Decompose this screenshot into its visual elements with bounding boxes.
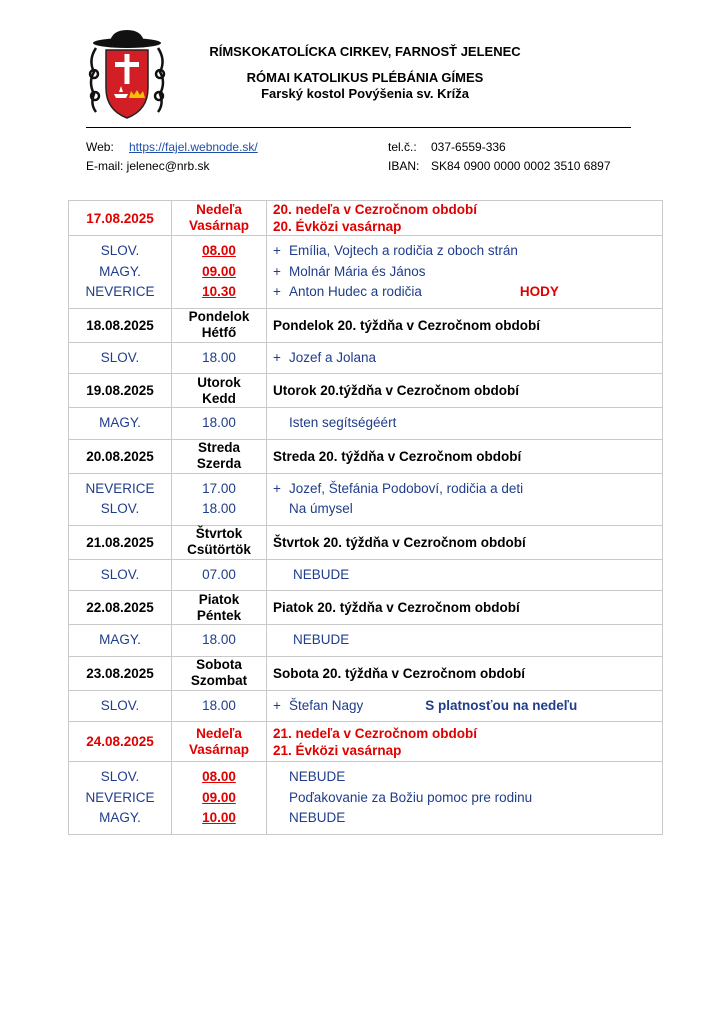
language: SLOV. [100, 243, 140, 258]
day-name-cell [172, 656, 267, 690]
intention-cell [267, 625, 663, 657]
mass-intention: Isten segítségéért [289, 415, 397, 430]
header-line-1: RÍMSKOKATOLÍCKA CIRKEV, FARNOSŤ JELENEC [209, 44, 521, 59]
intention-cell [267, 762, 663, 835]
mass-time: 08.00 [202, 243, 236, 258]
time-cell [172, 473, 267, 525]
day-header-row [69, 374, 663, 408]
mass-time: 18.00 [172, 690, 267, 722]
date-cell: 18.08.2025 [69, 308, 172, 342]
mass-time: 18.00 [172, 408, 267, 440]
language: MAGY. [69, 408, 172, 440]
day-header-row [69, 439, 663, 473]
plus-sign: + [273, 480, 281, 496]
mass-schedule-table [68, 200, 663, 835]
liturgy-title-hu: 21. Évközi vasárnap [273, 742, 402, 758]
intention-cell [267, 236, 663, 309]
day-name-cell [172, 591, 267, 625]
day-header-row [69, 722, 663, 762]
day-name-sk: Utorok [197, 374, 241, 390]
plus-sign: + [273, 349, 281, 365]
date-cell: 17.08.2025 [69, 201, 172, 236]
language: NEVERICE [85, 284, 155, 299]
day-name-hu: Vasárnap [188, 741, 250, 757]
day-name-sk: Sobota [196, 657, 242, 672]
day-name-sk: Pondelok [188, 309, 250, 324]
iban-value: SK84 0900 0000 0002 3510 6897 [431, 159, 611, 173]
liturgy-title-sk: 20. nedeľa v Cezročnom období [273, 202, 477, 217]
day-header-row [69, 201, 663, 236]
feast-note: HODY [519, 284, 559, 299]
mass-intention: Emília, Vojtech a rodičia z oboch strán [289, 243, 518, 258]
mass-row [69, 236, 663, 309]
liturgy-title-cell [267, 722, 663, 762]
mass-intention: Štefan Nagy [289, 697, 364, 713]
time-cell [172, 236, 267, 309]
language: MAGY. [99, 263, 141, 279]
language: SLOV. [100, 769, 140, 784]
intention-cell [267, 342, 663, 374]
date-cell: 20.08.2025 [69, 439, 172, 473]
mass-row [69, 408, 663, 440]
liturgy-title-cell: Pondelok 20. týždňa v Cezročnom období [267, 308, 663, 342]
intention-cell [267, 690, 663, 722]
mass-time: 10.30 [202, 284, 236, 299]
mass-time: 07.00 [172, 559, 267, 591]
mass-time: 18.00 [172, 625, 267, 657]
day-name-hu: Kedd [202, 390, 236, 406]
tel-label: tel.č.: [388, 140, 417, 154]
language-cell [69, 236, 172, 309]
date-cell: 21.08.2025 [69, 525, 172, 559]
tel-value: 037-6559-336 [431, 140, 506, 154]
day-name-sk: Piatok [198, 591, 240, 607]
day-header-row [69, 591, 663, 625]
mass-time: 09.00 [202, 789, 236, 805]
day-name-sk: Nedeľa [196, 202, 242, 217]
mass-intention: Anton Hudec a rodičia [289, 284, 422, 299]
time-cell [172, 762, 267, 835]
language: SLOV. [100, 501, 140, 516]
day-header-row [69, 308, 663, 342]
day-name-hu: Péntek [196, 607, 242, 623]
mass-row [69, 690, 663, 722]
mass-time: 17.00 [202, 480, 236, 496]
day-name-hu: Szerda [196, 456, 242, 471]
mass-intention: Jozef a Jolana [289, 349, 377, 365]
web-label: Web: [86, 140, 114, 154]
mass-intention: Molnár Mária és János [289, 263, 426, 279]
date-cell: 23.08.2025 [69, 656, 172, 690]
header-divider [86, 127, 631, 128]
mass-time: 18.00 [202, 501, 236, 516]
liturgy-title-cell: Streda 20. týždňa v Cezročnom období [267, 439, 663, 473]
mass-time: 18.00 [172, 342, 267, 374]
mass-intention: NEBUDE [289, 769, 346, 784]
mass-intention: Jozef, Štefánia Podoboví, rodičia a deti [289, 480, 524, 496]
language: NEVERICE [85, 789, 155, 805]
email-line: E-mail: jelenec@nrb.sk [86, 159, 210, 173]
mass-time: 08.00 [202, 769, 236, 784]
language: MAGY. [99, 810, 141, 825]
language: SLOV. [69, 342, 172, 374]
plus-sign: + [273, 243, 281, 258]
language-cell [69, 473, 172, 525]
language: MAGY. [69, 625, 172, 657]
intention-cell [267, 408, 663, 440]
day-name-hu: Szombat [190, 673, 248, 688]
liturgy-title-cell: Štvrtok 20. týždňa v Cezročnom období [267, 525, 663, 559]
day-header-row [69, 525, 663, 559]
mass-intention: NEBUDE [293, 566, 350, 582]
date-cell: 19.08.2025 [69, 374, 172, 408]
date-cell: 24.08.2025 [69, 722, 172, 762]
liturgy-title-sk: 21. nedeľa v Cezročnom období [273, 725, 477, 741]
mass-intention: Poďakovanie za Božiu pomoc pre rodinu [289, 789, 533, 805]
mass-time: 09.00 [202, 263, 236, 279]
day-name-cell [172, 525, 267, 559]
mass-time: 10.00 [202, 810, 236, 825]
header-line-3: Farský kostol Povýšenia sv. Kríža [261, 86, 469, 101]
day-name-hu: Csütörtök [187, 542, 251, 557]
header-line-2: RÓMAI KATOLIKUS PLÉBÁNIA GÍMES [246, 70, 484, 85]
day-name-hu: Vasárnap [188, 218, 250, 233]
language-cell [69, 762, 172, 835]
plus-sign: + [273, 697, 281, 713]
mass-intention: NEBUDE [293, 632, 350, 647]
intention-cell [267, 559, 663, 591]
day-header-row [69, 656, 663, 690]
mass-row [69, 625, 663, 657]
mass-row [69, 559, 663, 591]
liturgy-title-cell: Sobota 20. týždňa v Cezročnom období [267, 656, 663, 690]
day-name-sk: Streda [197, 440, 241, 455]
mass-row [69, 342, 663, 374]
plus-sign: + [273, 263, 281, 279]
liturgy-title-hu: 20. Évközi vasárnap [273, 219, 402, 234]
date-cell: 22.08.2025 [69, 591, 172, 625]
parish-coat-of-arms [86, 30, 168, 120]
day-name-cell [172, 201, 267, 236]
iban-label: IBAN: [388, 159, 420, 173]
mass-row [69, 473, 663, 525]
day-name-hu: Hétfő [201, 325, 237, 340]
language: SLOV. [69, 559, 172, 591]
web-link[interactable]: https://fajel.webnode.sk/ [129, 140, 258, 154]
mass-row [69, 762, 663, 835]
day-name-cell [172, 374, 267, 408]
intention-cell [267, 473, 663, 525]
day-name-sk: Štvrtok [195, 526, 243, 541]
day-name-cell [172, 308, 267, 342]
day-name-cell [172, 722, 267, 762]
language: SLOV. [69, 690, 172, 722]
liturgy-title-cell [267, 201, 663, 236]
mass-intention: NEBUDE [289, 810, 346, 825]
mass-intention: Na úmysel [289, 501, 353, 516]
validity-note: S platnosťou na nedeľu [425, 697, 578, 713]
liturgy-title-cell: Utorok 20.týždňa v Cezročnom období [267, 374, 663, 408]
liturgy-title-cell: Piatok 20. týždňa v Cezročnom období [267, 591, 663, 625]
day-name-sk: Nedeľa [196, 725, 242, 741]
language: NEVERICE [85, 480, 155, 496]
plus-sign: + [273, 284, 281, 299]
day-name-cell [172, 439, 267, 473]
